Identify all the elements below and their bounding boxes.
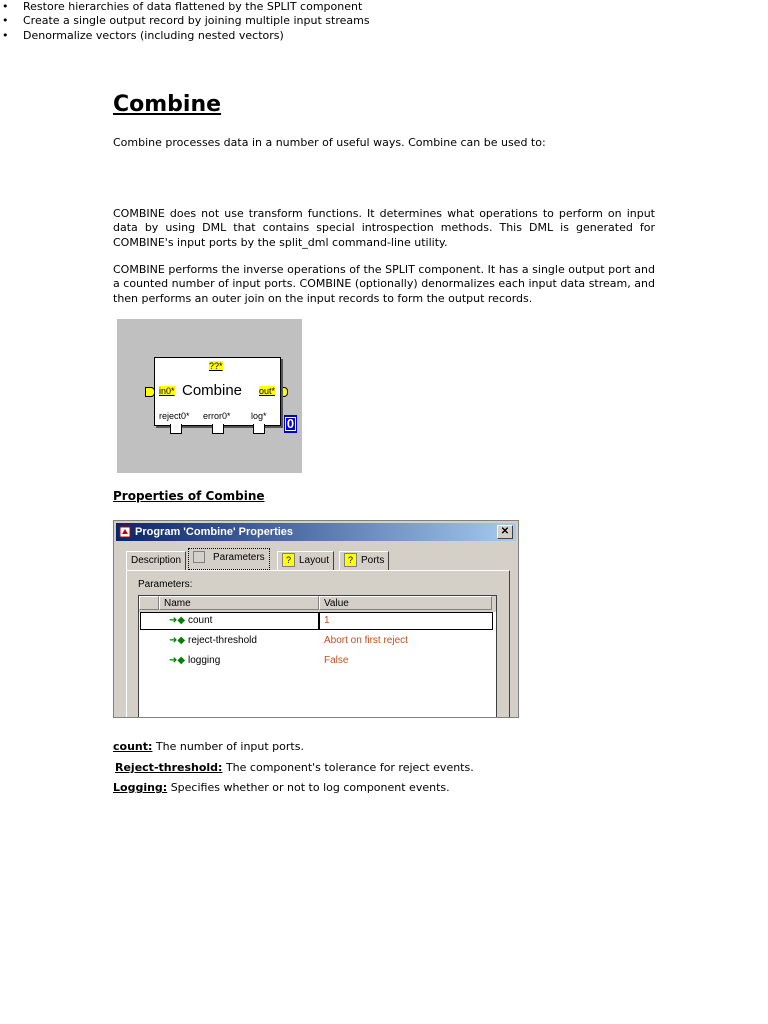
definition-term: Logging: (113, 781, 168, 794)
list-item: • Restore hierarchies of data flattened by the SPLIT component (0, 0, 540, 14)
param-value[interactable]: 1 (324, 615, 330, 626)
definition-reject-threshold (115, 761, 474, 774)
tab-description[interactable]: Description (126, 551, 186, 571)
definition-text: The number of input ports. (152, 740, 304, 753)
list-item: • Create a single output record by joining multiple input streams (0, 14, 540, 28)
parameters-panel (126, 570, 510, 718)
list-item: • Denormalize vectors (including nested vectors) (0, 29, 540, 43)
layout-label: ??* (209, 361, 223, 371)
reject-port-connector (170, 424, 182, 434)
column-name[interactable]: Name (159, 596, 319, 610)
in-port-label: in0* (159, 386, 175, 396)
selected-name-cell (140, 612, 320, 630)
component-name: Combine (182, 382, 243, 399)
definition-text: The component's tolerance for reject events. (222, 761, 474, 774)
tab-parameters[interactable]: Parameters (188, 548, 270, 570)
combine-component (154, 357, 281, 426)
param-name: logging (188, 655, 221, 666)
out-port-label: out* (259, 386, 276, 396)
parameters-label: Parameters: (138, 579, 193, 590)
param-name: reject-threshold (188, 635, 257, 646)
column-value[interactable]: Value (319, 596, 492, 610)
definition-count (113, 740, 304, 753)
table-row[interactable] (139, 652, 496, 670)
definition-term: count: (113, 740, 153, 753)
table-row[interactable] (139, 612, 496, 630)
close-button[interactable]: ✕ (497, 525, 513, 539)
reject-port-label: reject0* (159, 411, 190, 421)
tab-ports[interactable]: ? Ports (339, 551, 389, 571)
help-icon: ? (282, 553, 295, 567)
parameter-icon: ➜◆ (169, 655, 186, 666)
checkbox-icon (193, 551, 205, 563)
error-port-connector (212, 424, 224, 434)
intro-paragraph: Combine processes data in a number of useful ways. Combine can be used to: (113, 136, 546, 149)
properties-heading: Properties of Combine (113, 489, 265, 503)
dml-paragraph: COMBINE does not use transform functions. It determines what operations to perform on input data by using DML that contains special introspection methods. This DML is generated for COMBINE's input ports by the split_dml command-line utility. (113, 207, 655, 249)
inverse-paragraph: COMBINE performs the inverse operations of the SPLIT component. It has a single output port and a counted number of input ports. COMBINE (optionally) denormalizes each input data stream, and then performs an outer join on the input records to form the output records. (113, 263, 655, 305)
error-port-label: error0* (203, 411, 231, 421)
help-icon: ? (344, 553, 357, 567)
dialog-title: Program 'Combine' Properties (135, 526, 294, 538)
tab-layout[interactable]: ? Layout (277, 551, 334, 571)
log-port-label: log* (251, 411, 267, 421)
parameter-icon: ➜◆ (169, 635, 186, 646)
definition-text: Specifies whether or not to log component events. (167, 781, 450, 794)
param-value[interactable]: False (324, 655, 349, 666)
param-name: count (188, 615, 213, 626)
definition-term: Reject-threshold: (115, 761, 223, 774)
parameters-table (138, 595, 497, 718)
properties-dialog (113, 520, 519, 718)
selected-value-cell (318, 612, 493, 630)
table-row[interactable] (139, 632, 496, 650)
usage-list (0, 0, 540, 43)
param-value[interactable]: Abort on first reject (324, 635, 408, 646)
output-port-connector (280, 387, 288, 397)
program-icon (119, 526, 131, 538)
dialog-titlebar[interactable] (116, 523, 516, 541)
header-spacer (139, 596, 159, 610)
log-port-connector (253, 424, 265, 434)
phase-badge: 0 (284, 415, 297, 433)
table-header (139, 596, 496, 612)
definition-logging (113, 781, 450, 794)
component-graphic (117, 319, 302, 473)
page-title: Combine (113, 92, 222, 117)
parameter-icon: ➜◆ (169, 615, 186, 626)
